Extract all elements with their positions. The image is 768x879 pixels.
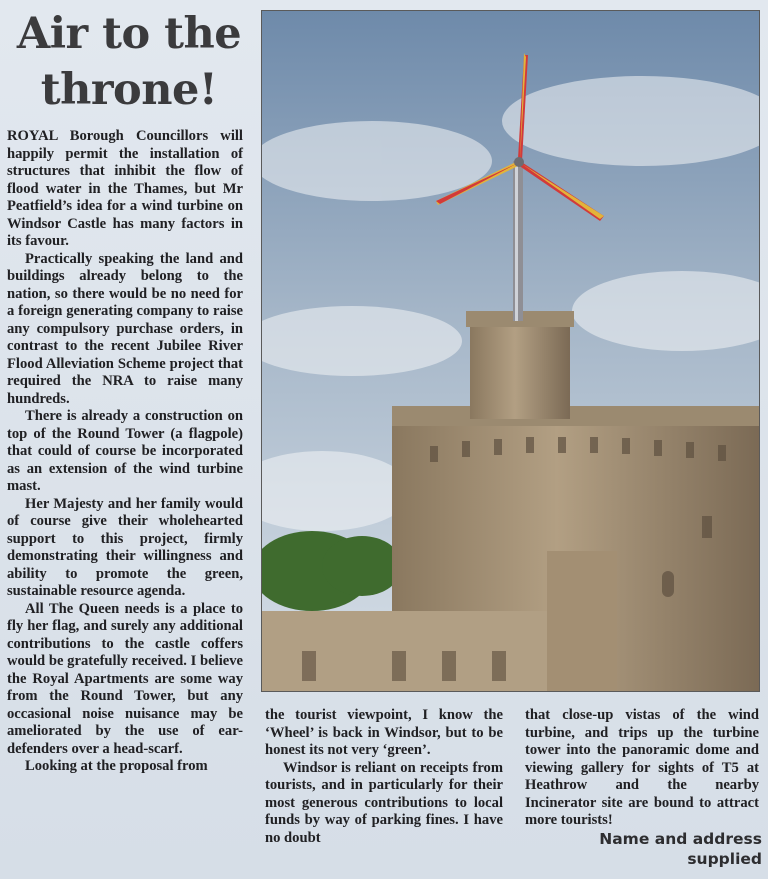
paragraph: All The Queen needs is a place to fly her flag, and surely any additional contributions to the castle coffers would be gratefully received. I believe the Royal Apartments are some way from the Round Tower, but any occasional noise nuisance may be ameliorated by the use of ear-defenders over a head-scarf. bbox=[7, 600, 243, 757]
headline-line-1: Air to the bbox=[16, 9, 242, 59]
headline-line-2: throne! bbox=[40, 65, 218, 115]
photo-illustration bbox=[262, 11, 759, 691]
paragraph: ROYAL Borough Councillors will happily permit the installation of structures that inhibit the flow of flood water in the Thames, but Mr Peatfield’s idea for a wind turbine on Windsor Castle has many factors in its favour. bbox=[7, 128, 243, 249]
battlements bbox=[392, 406, 759, 426]
paragraph: Practically speaking the land and buildings already belong to the nation, so there would be no need for a foreign generating company to raise any compulsory purchase orders, in contrast to the recent Jubilee River Flood Alleviation Scheme project that required the NRA to raise many hundreds. bbox=[7, 250, 243, 407]
flag-tower bbox=[470, 319, 570, 419]
byline-credit: Name and address supplied bbox=[599, 830, 762, 868]
headline bbox=[4, 6, 254, 118]
paragraph: Windsor is reliant on receipts from tourists, and in particularly for their most generous contributions to local funds by way of parking fines. I have no doubt bbox=[265, 759, 503, 846]
paragraph: Her Majesty and her family would of course give their wholehearted support to this project, firmly demonstrating their willingness and ability to promote the green, sustainable resource agenda. bbox=[7, 495, 243, 599]
right-column bbox=[525, 707, 759, 830]
mast-highlight bbox=[515, 161, 518, 321]
paragraph: Looking at the proposal from bbox=[25, 758, 208, 774]
paragraph: There is already a construction on top of the Round Tower (a flagpole) that could of course be incorporated as an extension of the wind turbine mast. bbox=[7, 408, 243, 494]
middle-column bbox=[265, 707, 503, 847]
left-column bbox=[7, 128, 243, 776]
paragraph: the tourist viewpoint, I know the ‘Wheel’ is back in Windsor, but to be honest its not very ‘green’. bbox=[265, 707, 503, 758]
paragraph: that close-up vistas of the wind turbine, and trips up the turbine tower into the panoramic dome and viewing gallery for sights of T5 at Heathrow and the nearby Incinerator site are bound to attract more tourists! bbox=[525, 707, 759, 828]
side-turret bbox=[547, 551, 617, 691]
castle-turbine-photo bbox=[261, 10, 760, 692]
